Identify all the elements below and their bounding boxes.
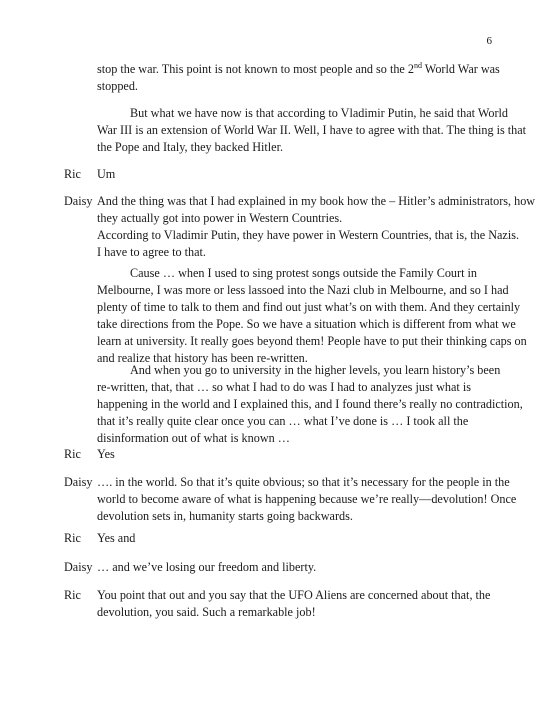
text-line: devolution, you said. Such a remarkable job! [97, 605, 316, 619]
text-line: I have to agree to that. [97, 245, 206, 259]
text-line: You point that out and you say that the UFO Aliens are concerned about that, the [97, 588, 491, 602]
dialogue-text [97, 587, 492, 621]
text-line: happening in the world and I explained this, and I found there’s really no contradiction, [97, 397, 523, 411]
paragraph-continuation [97, 60, 500, 95]
dialogue-text [97, 530, 492, 547]
text-line: …. in the world. So that it’s quite obvious; so that it’s necessary for the people in the [97, 475, 510, 489]
dialogue-text [97, 446, 492, 463]
text-line: Yes and [97, 531, 136, 545]
text-line: Melbourne, I was more or less lassoed into the Nazi club in Melbourne, and so I had [97, 283, 509, 297]
text-line: re-written, that, that … so what I had to do was I had to analyzes just what is [97, 380, 471, 394]
dialogue-text [97, 193, 536, 261]
page-number: 6 [486, 35, 492, 47]
text-line: the Pope and Italy, they backed Hitler. [97, 140, 284, 154]
text-line: But what we have now is that according to Vladimir Putin, he said that World [130, 106, 509, 120]
speaker-label: Ric [64, 531, 81, 545]
text-line: world to become aware of what is happening because we’re really—devolution! Once [97, 492, 517, 506]
speaker-label: Ric [64, 167, 81, 181]
dialogue-text [97, 474, 517, 525]
speaker-label: Ric [64, 588, 81, 602]
text-line: and realize that history has been re-written. [97, 351, 308, 365]
paragraph-putin [97, 105, 527, 156]
text-line: disinformation out of what is known … [97, 431, 290, 445]
speaker-label: Daisy [64, 475, 93, 489]
text-line: And when you go to university in the higher levels, you learn history’s been [130, 363, 501, 377]
text-line: plenty of time to talk to them and find out just what’s on with them. And they certainly [97, 300, 521, 314]
text-line: Um [97, 167, 116, 181]
speaker-label: Daisy [64, 560, 93, 574]
text-line: devolution sets in, humanity starts going backwards. [97, 509, 353, 523]
text-line: that it’s really quite clear once you can … what I’ve done is … I took all the [97, 414, 469, 428]
paragraph-university [97, 362, 523, 447]
text-line: And the thing was that I had explained in my book how the – Hitler’s administrators, how [97, 194, 536, 208]
speaker-label: Daisy [64, 194, 93, 208]
speaker-label: Ric [64, 447, 81, 461]
text-line: According to Vladimir Putin, they have power in Western Countries, that is, the Nazis. [97, 228, 520, 242]
text-line: stop the war. This point is not known to most people and so the 2nd World War was [97, 60, 500, 76]
text-line: Yes [97, 447, 115, 461]
text-line: Cause … when I used to sing protest songs outside the Family Court in [130, 266, 477, 280]
text-line: they actually got into power in Western Countries. [97, 211, 343, 225]
text-line: stopped. [97, 79, 138, 93]
text-line: take directions from the Pope. So we have a situation which is different from what we [97, 317, 516, 331]
dialogue-text [97, 166, 492, 183]
paragraph-protest-songs [97, 265, 527, 367]
text-line: … and we’ve losing our freedom and liberty. [97, 560, 317, 574]
text-line: learn at university. It really goes beyond them! People have to put their thinking caps on [97, 334, 527, 348]
text-line: War III is an extension of World War II. Well, I have to agree with that. The thing is that [97, 123, 527, 137]
dialogue-text [97, 559, 492, 576]
